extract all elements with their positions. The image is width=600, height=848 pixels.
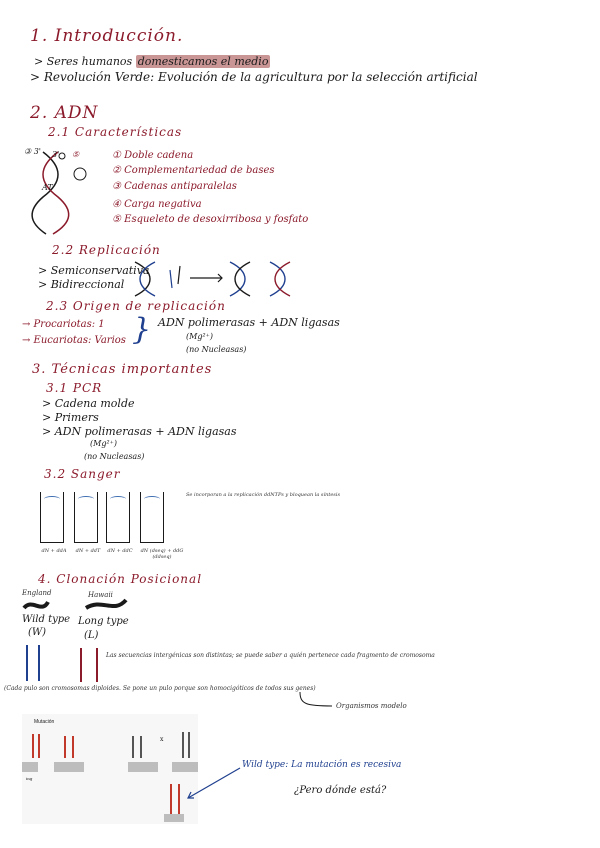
question-text: ¿Pero dónde está? (294, 785, 387, 796)
helix-label-mid: 3' (52, 150, 60, 159)
characteristic-3: ③ Cadenas antiparalelas (112, 181, 237, 192)
wild-type-code: (W) (28, 627, 47, 638)
pcr-item-3: > ADN polimerasas + ADN ligasas (42, 425, 237, 438)
characteristic-5: ⑤ Esqueleto de desoxirribosa y fosfato (112, 214, 309, 225)
origin-title: 2.3 Origen de replicación (46, 299, 226, 313)
characteristic-2: ② Complementariedad de bases (112, 165, 275, 176)
wild-type-note: Wild type: La mutación es recesiva (242, 760, 402, 770)
helix-label-center: AT (42, 183, 53, 192)
arrow-icon (184, 764, 244, 804)
sanger-note: Se incorporan a la replicación ddNTPs y bloquean la síntesis (186, 492, 341, 498)
intro-line-2: > Revolución Verde: Evolución de la agricultura por la selección artificial (30, 70, 478, 84)
chromosome-line (26, 645, 28, 681)
intro-line-1 (34, 55, 270, 68)
helix-label-top: ③ 3' (24, 147, 42, 156)
sanger-tube-t (74, 492, 98, 543)
section-2-title: 2. ADN (30, 103, 99, 123)
chromosome-line (96, 648, 98, 682)
characteristics-title: 2.1 Características (48, 125, 183, 139)
replication-title: 2.2 Replicación (52, 243, 161, 257)
plant-shapes (22, 596, 132, 616)
wild-type-label: Wild type (22, 614, 71, 625)
chromosome-line (38, 645, 40, 681)
origin-note-3: (no Nucleasas) (186, 345, 247, 354)
tube-label-g: dN (dseq) + ddG (ddseq) (140, 548, 184, 560)
origin-note-2: (Mg²⁺) (186, 332, 213, 341)
characteristic-1: ① Doble cadena (112, 150, 194, 161)
replication-item-2: > Bidireccional (38, 278, 125, 291)
origin-eukaryotes: → Eucariotas: Varios (22, 335, 126, 346)
tube-label-c: dN + ddC (107, 548, 133, 554)
pcr-item-1: > Cadena molde (42, 397, 135, 410)
tube-label-a: dN + ddA (41, 548, 67, 554)
pcr-title: 3.1 PCR (46, 381, 103, 395)
sanger-tube-c (106, 492, 130, 543)
photo-cross: x (160, 736, 164, 743)
replication-diagram (130, 258, 310, 300)
photo-ing: ing (26, 776, 33, 781)
experiment-photo (22, 714, 198, 824)
helix-mark: ⑤ (72, 150, 80, 159)
model-organisms: Organismos modelo (336, 702, 407, 710)
hawaii-label: Hawaii (88, 591, 113, 599)
england-label: England (22, 589, 52, 597)
intro-line-1-text: > Seres humanos (34, 55, 133, 68)
curly-brace-icon: } (132, 312, 152, 347)
arrow-icon (296, 690, 336, 710)
sequence-note: Las secuencias intergénicas son distintas; se puede saber a quién pertenece cada fragmento de cromosoma (106, 652, 435, 659)
section-1-title: 1. Introducción. (30, 26, 184, 46)
tube-label-t: dN + ddT (75, 548, 101, 554)
bottom-note: (Cada pulo son cromosomas diploides. Se pone un pulo porque son homocigóticos de todos sus genes) (4, 685, 316, 692)
pcr-note-2: (no Nucleasas) (84, 452, 145, 461)
section-4-title: 4. Clonación Posicional (38, 572, 203, 586)
long-type-code: (L) (84, 630, 99, 641)
sanger-title: 3.2 Sanger (44, 467, 121, 481)
pcr-item-2: > Primers (42, 411, 99, 424)
sanger-tube-a (40, 492, 64, 543)
long-type-label: Long type (78, 616, 129, 627)
sanger-tube-g (140, 492, 164, 543)
chromosome-line (80, 648, 82, 682)
intro-highlight: domesticamos el medio (137, 55, 269, 68)
characteristic-4: ④ Carga negativa (112, 199, 202, 210)
origin-prokaryotes: → Procariotas: 1 (22, 319, 105, 330)
photo-label: Mutación (34, 719, 55, 725)
section-3-title: 3. Técnicas importantes (32, 362, 213, 377)
pcr-note-1: (Mg²⁺) (90, 439, 117, 448)
origin-note-1: ADN polimerasas + ADN ligasas (158, 316, 340, 329)
replication-item-1: > Semiconservativa (38, 264, 150, 277)
